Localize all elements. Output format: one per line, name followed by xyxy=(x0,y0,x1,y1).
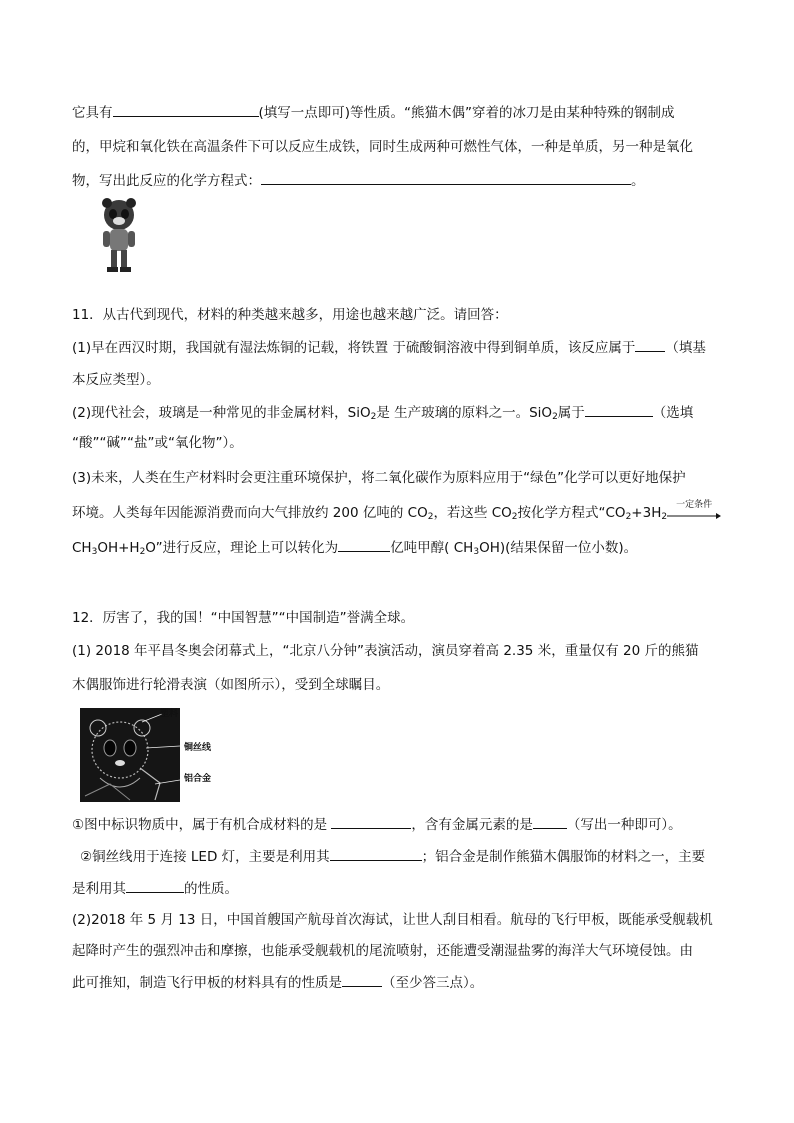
q11-text: CH xyxy=(72,540,92,556)
q11-part3-line1 xyxy=(72,468,686,488)
q12-text: 是利用其 xyxy=(72,881,126,897)
q11-text: 是 生产玻璃的原料之一。SiO xyxy=(376,405,553,421)
q11-title-text: 11．从古代到现代，材料的种类越来越多，用途也越来越广泛。请回答： xyxy=(72,307,508,323)
subscript: 2 xyxy=(625,512,632,522)
q11-part2-line1 xyxy=(72,402,693,427)
q10-line-1 xyxy=(72,102,675,123)
q12-text: （写出一种即可）。 xyxy=(566,817,682,833)
subscript: 3 xyxy=(91,547,98,557)
q11-text: ，若这些 CO xyxy=(433,505,512,521)
q12-part1-line2 xyxy=(72,675,389,695)
q12-text: 的性质。 xyxy=(184,881,238,897)
q11-text: O”进行反应，理论上可以转化为 xyxy=(145,540,339,556)
q12-title-text: 12．厉害了，我的国！“中国智慧”“中国制造”誉满全球。 xyxy=(72,610,415,626)
q12-text: ，含有金属元素的是 xyxy=(411,817,533,833)
q11-text: 按化学方程式“CO xyxy=(517,505,626,521)
label-plastic: 塑料 xyxy=(160,709,179,719)
q11-text: OH+H xyxy=(97,540,140,556)
q12-sub2-line2 xyxy=(72,878,238,899)
q10-line-2 xyxy=(72,137,693,157)
q12-title xyxy=(72,608,414,628)
q11-part1-line1 xyxy=(72,337,706,358)
answer-blank[interactable] xyxy=(635,337,665,352)
q12-text: （至少答三点）。 xyxy=(382,975,484,991)
q12-text: 起降时产生的强烈冲击和摩擦，也能承受舰载机的尾流喷射，还能遭受潮湿盐雾的海洋大气环境侵蚀。由 xyxy=(72,943,693,959)
q11-text: (1)早在西汉时期，我国就有湿法炼铜的记载，将铁置 于硫酸铜溶液中得到铜单质，该反应属于 xyxy=(72,340,636,356)
q12-part2-line3 xyxy=(72,972,483,993)
q10-text: (填写一点即可)等性质。“熊猫木偶”穿着的冰刀是由某种特殊的钢制成 xyxy=(258,105,675,121)
q11-text: (2)现代社会，玻璃是一种常见的非金属材料，SiO xyxy=(72,405,371,421)
q12-part2-line1 xyxy=(72,910,713,930)
answer-blank[interactable] xyxy=(533,814,567,829)
q11-text: 环境。人类每年因能源消费而向大气排放约 200 亿吨的 CO xyxy=(72,505,428,521)
q12-text: ②铜丝线用于连接 LED 灯，主要是利用其 xyxy=(80,849,330,865)
q11-text: 亿吨甲醇( CH xyxy=(390,540,474,556)
q11-text: (3)未来，人类在生产材料时会更注重环境保护，将二氧化碳作为原料应用于“绿色”化学可以更好地保护 xyxy=(72,470,686,486)
q12-sub2-line1 xyxy=(80,846,705,867)
label-copper-wire: 铜丝线 xyxy=(184,743,212,753)
q10-line-3 xyxy=(72,170,645,191)
answer-blank[interactable] xyxy=(331,814,411,829)
q12-sub1 xyxy=(72,814,682,835)
q12-part2-line2 xyxy=(72,941,693,961)
subscript: 2 xyxy=(139,547,146,557)
panda-puppet-image xyxy=(98,198,140,274)
answer-blank[interactable] xyxy=(338,537,390,552)
answer-blank[interactable] xyxy=(585,402,653,417)
q11-text: “酸”“碱”“盐”或“氧化物”）。 xyxy=(72,435,243,451)
panda-costume-photo xyxy=(80,708,180,802)
q12-text: 此可推知，制造飞行甲板的材料具有的性质是 xyxy=(72,975,342,991)
q11-text: +3H xyxy=(631,505,662,521)
q11-text: 本反应类型）。 xyxy=(72,372,160,388)
q10-text: 物，写出此反应的化学方程式： xyxy=(72,173,261,189)
q11-part1-line2 xyxy=(72,370,160,390)
subscript: 2 xyxy=(427,512,434,522)
q10-text: 的，甲烷和氧化铁在高温条件下可以反应生成铁，同时生成两种可燃性气体，一种是单质，另一种是氧化 xyxy=(72,139,693,155)
answer-blank[interactable] xyxy=(113,102,259,117)
reaction-condition: 一定条件 xyxy=(676,500,713,510)
q10-text: 。 xyxy=(631,173,645,189)
q11-text: （选填 xyxy=(652,405,694,421)
q12-text: (1) 2018 年平昌冬奥会闭幕式上，“北京八分钟”表演活动，演员穿着高 2.35 米，重量仅有 20 斤的熊猫 xyxy=(72,643,699,659)
q12-text: ①图中标识物质中，属于有机合成材料的是 xyxy=(72,817,332,833)
q11-part3-line3 xyxy=(72,537,637,562)
q10-text: 它具有 xyxy=(72,105,113,121)
label-aluminum-alloy: 铝合金 xyxy=(184,774,212,784)
q11-text: OH)(结果保留一位小数)。 xyxy=(479,540,638,556)
answer-blank[interactable] xyxy=(330,846,422,861)
q11-title xyxy=(72,305,508,325)
subscript: 2 xyxy=(552,412,558,422)
subscript: 3 xyxy=(473,547,480,557)
q11-part3-line2 xyxy=(72,500,721,527)
q12-text: ；铝合金是制作熊猫木偶服饰的材料之一，主要 xyxy=(421,849,706,865)
reaction-arrow xyxy=(667,500,721,517)
q12-part1-line1 xyxy=(72,641,698,661)
subscript: 2 xyxy=(370,412,377,422)
q11-part2-line2 xyxy=(72,433,243,453)
answer-blank[interactable] xyxy=(342,972,382,987)
q11-text: （填基 xyxy=(665,340,706,356)
q11-text: 属于 xyxy=(557,405,585,421)
q12-text: 木偶服饰进行轮滑表演（如图所示），受到全球瞩目。 xyxy=(72,677,390,693)
subscript: 2 xyxy=(511,512,518,522)
answer-blank[interactable] xyxy=(261,170,631,185)
q12-text: (2)2018 年 5 月 13 日，中国首艘国产航母首次海试，让世人刮目相看。航母的飞行甲板，既能承受舰载机 xyxy=(72,912,713,928)
arrow-icon xyxy=(667,513,721,519)
subscript: 2 xyxy=(661,512,668,522)
panda-costume-icon xyxy=(80,708,180,802)
answer-blank[interactable] xyxy=(126,878,184,893)
